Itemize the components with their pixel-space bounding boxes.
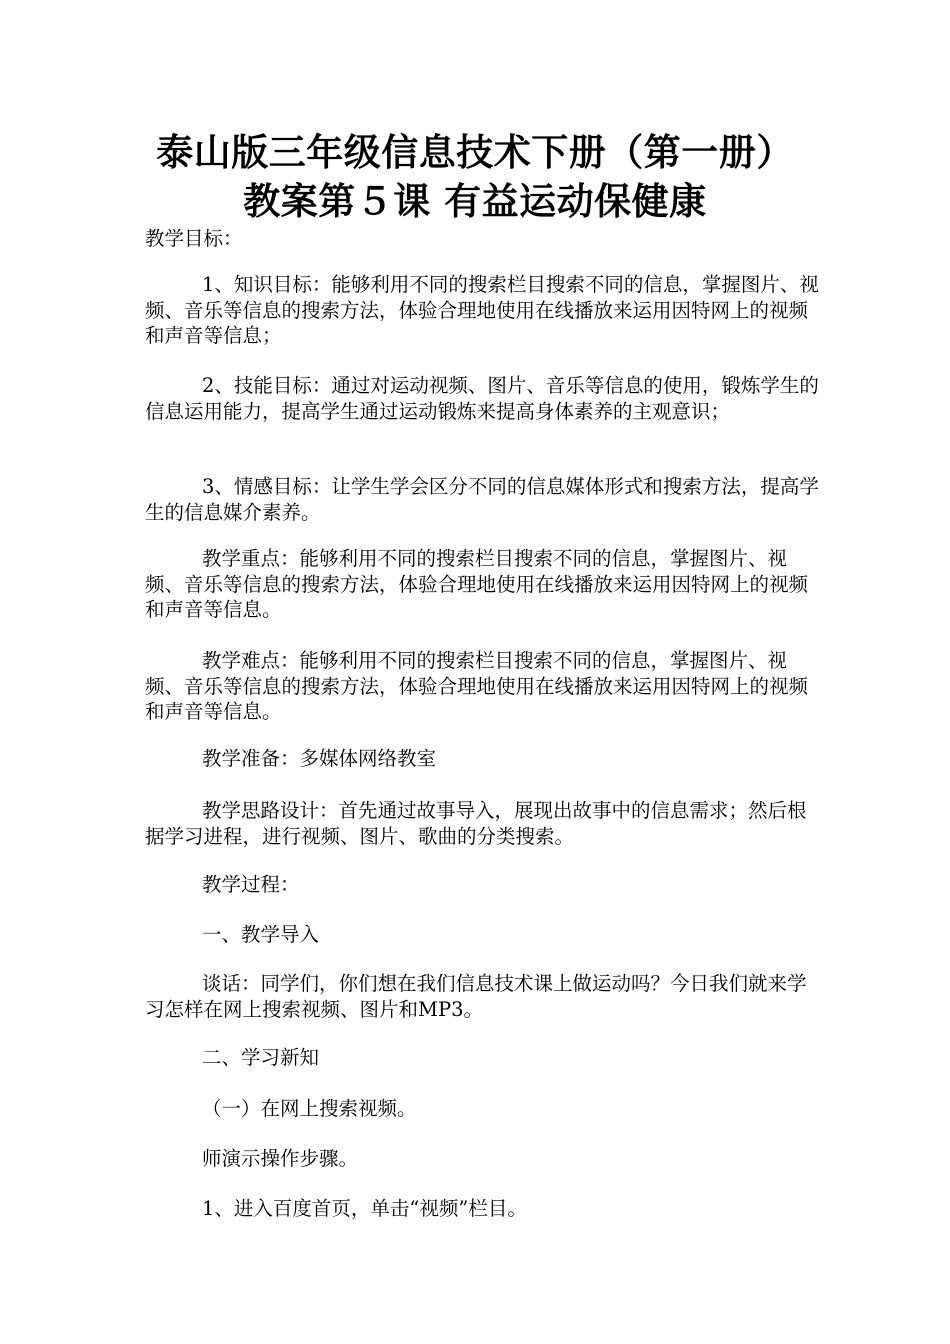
paragraph-key-points: 教学重点：能够利用不同的搜索栏目搜索不同的信息，掌握图片、视频、音乐等信息的搜索方法，体验合理地使用在线播放来运用因特网上的视频和声音等信息。 xyxy=(145,547,809,621)
paragraph-step-1: 1、进入百度首页，单击“视频”栏目。 xyxy=(202,1197,527,1220)
paragraph-design-idea: 教学思路设计：首先通过故事导入，展现出故事中的信息需求；然后根据学习进程，进行视频、图片、歌曲的分类搜索。 xyxy=(145,799,807,848)
document-title-line-1: 泰山版三年级信息技术下册（第一册） xyxy=(156,131,794,174)
paragraph-emotion-objective: 3、情感目标：让学生学会区分不同的信息媒体形式和搜索方法，提高学生的信息媒介素养。 xyxy=(145,475,819,524)
paragraph-difficult-points: 教学难点：能够利用不同的搜索栏目搜索不同的信息，掌握图片、视频、音乐等信息的搜索方法，体验合理地使用在线播放来运用因特网上的视频和声音等信息。 xyxy=(145,649,809,723)
paragraph-intro-heading: 一、教学导入 xyxy=(202,923,320,946)
paragraph-teacher-demo: 师演示操作步骤。 xyxy=(202,1147,359,1170)
paragraph-knowledge-objective: 1、知识目标：能够利用不同的搜索栏目搜索不同的信息，掌握图片、视频、音乐等信息的搜索方法，体验合理地使用在线播放来运用因特网上的视频和声音等信息； xyxy=(145,273,819,347)
section-heading-objectives: 教学目标： xyxy=(145,227,243,250)
paragraph-preparation: 教学准备：多媒体网络教室 xyxy=(202,747,437,770)
paragraph-new-knowledge-heading: 二、学习新知 xyxy=(202,1046,320,1069)
paragraph-skill-objective: 2、技能目标：通过对运动视频、图片、音乐等信息的使用，锻炼学生的信息运用能力，提高学生通过运动锻炼来提高身体素养的主观意识； xyxy=(145,374,819,423)
document-title-line-2: 教案第５课 有益运动保健康 xyxy=(243,180,707,223)
paragraph-process-heading: 教学过程： xyxy=(202,873,300,896)
paragraph-talk: 谈话：同学们，你们想在我们信息技术课上做运动吗？今日我们就来学习怎样在网上搜索视频、图片和MP3。 xyxy=(145,972,807,1021)
paragraph-search-video-heading: （一）在网上搜索视频。 xyxy=(202,1097,417,1120)
